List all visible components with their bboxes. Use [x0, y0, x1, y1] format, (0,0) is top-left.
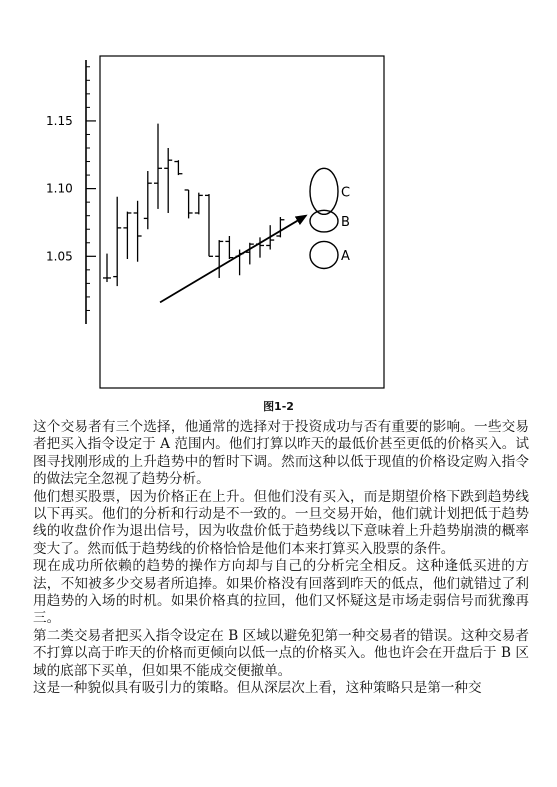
ohlc-bar: [134, 201, 142, 262]
paragraph-3: 现在成功所依赖的趋势的操作方向却与自己的分析完全相反。这种逢低买进的方法，不知被多少交易者所追捧。如果价格没有回落到昨天的低点，他们就错过了利用趋势的入场的时机。如果价格真的拉回，他们又怀疑这是市场走弱信号而犹豫再三。: [33, 558, 529, 627]
ohlc-bar: [144, 171, 152, 229]
ohlc-bar: [276, 217, 284, 237]
zone-c-label: C: [341, 185, 351, 201]
ohlc-bar: [164, 148, 172, 213]
ohlc-bar: [154, 124, 162, 209]
ohlc-bar: [205, 194, 213, 256]
ohlc-bar: [103, 254, 111, 282]
ohlc-bar: [225, 236, 233, 259]
zone-a-ellipse: [310, 241, 338, 268]
zone-b-label: B: [341, 215, 350, 231]
y-tick-label: 1.10: [46, 181, 73, 196]
ohlc-bar: [123, 212, 131, 259]
ohlc-bar: [246, 243, 254, 265]
figure-caption: 图1-2: [263, 400, 294, 413]
ohlc-bar: [113, 197, 121, 286]
trendline-arrow: [160, 216, 306, 303]
ohlc-bar: [185, 190, 193, 218]
ohlc-bar: [215, 240, 223, 278]
ohlc-bar: [174, 160, 182, 175]
paragraph-5: 这是一种貌似具有吸引力的策略。但从深层次上看，这种策略只是第一种交: [33, 680, 482, 697]
paragraph-4: 第二类交易者把买入指令设定在 B 区域以避免犯第一种交易者的错误。这种交易者不打算以高于昨天的价格而更倾向以低一点的价格买入。他也许会在开盘后于 B 区域的底部下买单，但如果不能成交便撤单。: [33, 627, 529, 679]
paragraph-2: 他们想买股票，因为价格正在上升。但他们没有买入，而是期望价格下跌到趋势线以下再买。他们的分析和行动是不一致的。一旦交易开始，他们就计划把低于趋势线的收盘价作为退出信号，因为收盘价低于趋势线以下意味着上升趋势崩溃的概率变大了。然而低于趋势线的价格恰恰是他们本来打算买入股票的条件。: [33, 488, 529, 557]
zone-a-label: A: [341, 248, 350, 264]
paragraph-1: 这个交易者有三个选择，他通常的选择对于投资成功与否有重要的影响。一些交易者把买入指令设定于 A 范围内。他们打算以昨天的最低价甚至更低的价格买入。试图寻找刚形成的上升趋势中的暂时下调。然而这种以低于现值的价格设定购入指令的做法完全忽视了趋势分析。: [33, 419, 529, 488]
y-tick-label: 1.15: [46, 113, 73, 128]
zone-b-ellipse: [310, 210, 338, 232]
y-tick-label: 1.05: [46, 249, 73, 264]
zone-c-ellipse: [310, 168, 338, 214]
ohlc-bar: [195, 193, 203, 215]
body-text: [33, 419, 529, 698]
